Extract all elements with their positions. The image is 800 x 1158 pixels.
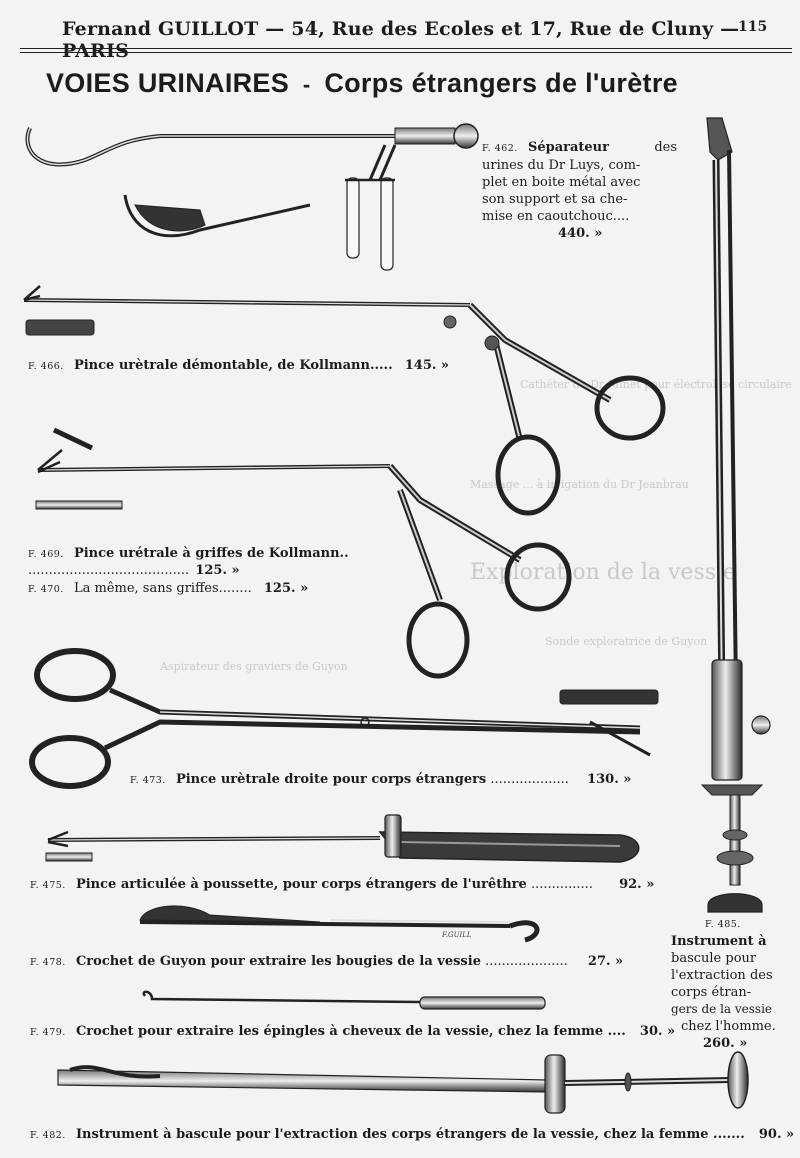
item-name: Instrument à bascule pour l'extraction des corps étrangers de la vessie, chez la femme ....... xyxy=(75,1127,745,1142)
leader-dots: ................... xyxy=(490,772,569,787)
item-text: corps étran- xyxy=(671,985,752,1000)
item-price: 92. » xyxy=(619,877,655,892)
item-text: son support et sa che- xyxy=(482,192,628,207)
item-name: Crochet pour extraire les épingles à cheveux de la vessie, chez la femme .... xyxy=(75,1024,626,1039)
item-text: gers de la vessie xyxy=(671,1002,773,1016)
item-price: 440. » xyxy=(558,226,603,241)
svg-text:F.GUILL: F.GUILL xyxy=(442,931,472,939)
item-text: plet en boite métal avec xyxy=(482,175,641,190)
item-price: 260. » xyxy=(703,1036,748,1051)
item-f470 xyxy=(28,581,308,596)
separator-instrument-illustration xyxy=(27,124,478,270)
item-text: urines du Dr Luys, com- xyxy=(482,158,641,173)
show-through-text: Aspirateur des graviers de Guyon xyxy=(160,660,348,673)
figure-number: F. 482. xyxy=(30,1130,66,1141)
figure-number: F. 473. xyxy=(130,775,166,786)
leader-dots: .................... xyxy=(485,954,568,969)
item-price: 30. » xyxy=(639,1024,676,1039)
straight-forceps-illustration xyxy=(32,651,658,786)
item-text: des xyxy=(654,140,677,155)
item-name: Pince urètrale démontable, de Kollmann..... xyxy=(73,358,393,373)
show-through-text: Sonde exploratrice de Guyon xyxy=(545,635,708,648)
figure-number: F. 462. xyxy=(482,143,518,154)
female-bascule-instrument-illustration xyxy=(58,1052,748,1113)
leader-dots: ....................................... xyxy=(28,563,190,578)
male-bascule-instrument-illustration xyxy=(702,118,770,912)
figure-number: F. 466. xyxy=(28,361,64,372)
item-text: bascule pour xyxy=(671,951,757,966)
item-f475 xyxy=(30,877,654,892)
guyon-hook-illustration xyxy=(140,906,537,940)
page-number: 115 xyxy=(738,19,768,35)
title-main: VOIES URINAIRES xyxy=(46,68,290,98)
item-name: Instrument à xyxy=(671,934,767,949)
item-price: 90. » xyxy=(758,1127,795,1142)
item-price: 145. » xyxy=(404,358,450,373)
item-f473 xyxy=(130,772,631,787)
item-price: 27. » xyxy=(587,954,624,969)
item-f469 xyxy=(28,546,349,561)
show-through-text: Cathéter du Dr Minet pour électrolyse circulaire xyxy=(520,378,792,391)
item-text: chez l'homme. xyxy=(681,1019,776,1034)
item-price: 125. » xyxy=(263,581,309,596)
header-address: Fernand GUILLOT — 54, Rue des Ecoles et 17, Rue de Cluny — PARIS xyxy=(62,18,740,62)
item-name: Pince urètrale droite pour corps étrangers xyxy=(175,772,487,787)
title-dash: - xyxy=(302,72,311,97)
show-through-heading: Exploration de la vessie xyxy=(470,560,737,585)
kollmann-forceps-illustration xyxy=(24,286,663,513)
item-f482 xyxy=(30,1127,794,1142)
item-name: Pince urétrale à griffes de Kollmann.. xyxy=(73,546,349,561)
item-name: Pince articulée à poussette, pour corps étrangers de l'urêthre xyxy=(75,877,527,892)
push-forceps-illustration xyxy=(46,815,639,862)
item-f479 xyxy=(30,1024,675,1039)
item-f462 xyxy=(482,139,677,242)
item-f469-price-line xyxy=(28,563,240,578)
item-text: mise en caoutchouc.... xyxy=(482,209,630,224)
figure-number: F. 475. xyxy=(30,880,66,891)
figure-number: F. 479. xyxy=(30,1027,66,1038)
item-name: Séparateur xyxy=(527,140,609,155)
item-name: Crochet de Guyon pour extraire les bougies de la vessie xyxy=(75,954,481,969)
item-f478 xyxy=(30,954,623,969)
hairpin-hook-illustration xyxy=(144,992,545,1009)
figure-number: F. 478. xyxy=(30,957,66,968)
item-text: l'extraction des xyxy=(671,968,773,983)
item-name: La même, sans griffes........ xyxy=(73,581,252,596)
figure-number: F. 470. xyxy=(28,584,64,595)
item-price: 130. » xyxy=(587,772,632,787)
figure-number: F. 469. xyxy=(28,549,64,560)
item-f485 xyxy=(671,916,777,1052)
item-f466 xyxy=(28,358,449,373)
show-through-text: Massage ... à irrigation du Dr Jeanbrau xyxy=(470,478,689,491)
title-sub: Corps étrangers de l'urètre xyxy=(324,68,678,98)
item-price: 125. » xyxy=(195,563,240,578)
figure-number: F. 485. xyxy=(705,919,741,930)
leader-dots: ............... xyxy=(530,877,593,892)
